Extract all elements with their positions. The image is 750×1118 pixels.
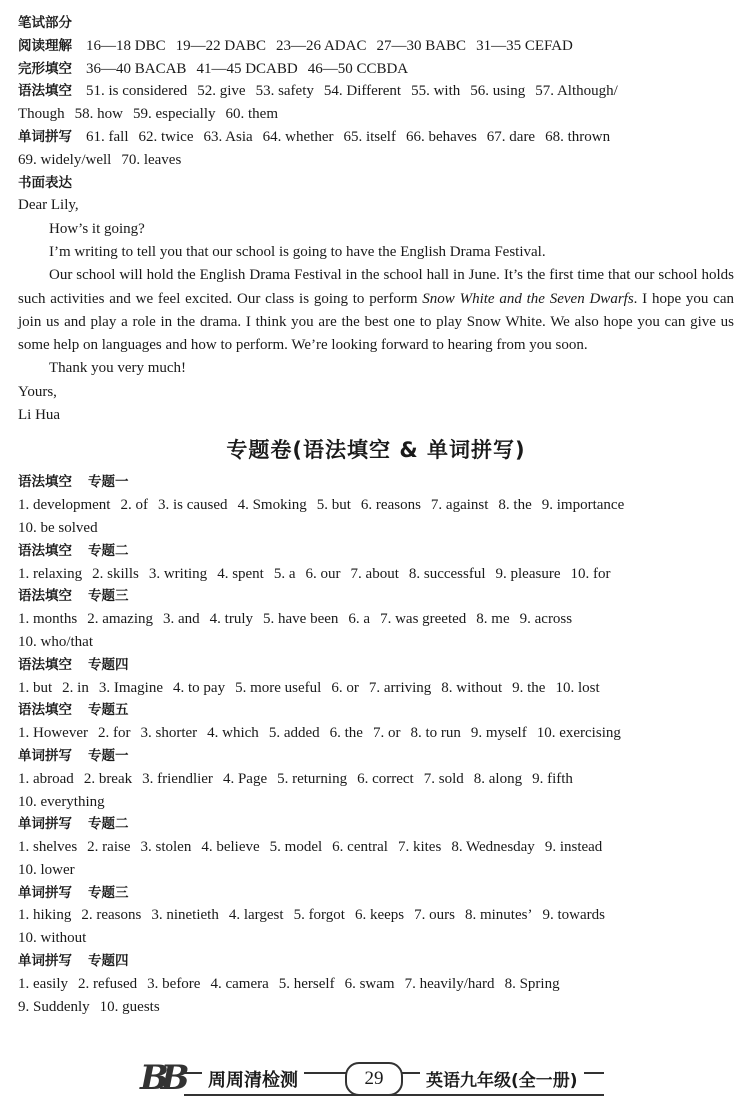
topic-answer: 4. Smoking — [237, 497, 307, 514]
series-name: 周周清检测 — [202, 1066, 304, 1092]
topic-answer: 1. However — [18, 725, 88, 742]
spelling-answer: 70. leaves — [121, 151, 182, 168]
topic-heading — [18, 745, 734, 768]
letter-p3-end: . I hope you can join us and play a role in the drama. I think you are the best one to play Snow White. We also hope you can give us some help on languages and how to perform. We’re looking forward to hearing from you soon. — [18, 290, 734, 354]
sample-letter — [18, 194, 734, 427]
topic-answer: 7. or — [372, 725, 401, 742]
spelling-answer: 65. itself — [343, 128, 396, 145]
topic-answer: 4. believe — [201, 839, 260, 856]
reading-answer: 27—30 BABC — [376, 37, 467, 54]
topic-answer: 10. exercising — [536, 725, 621, 742]
topic-answer-line — [18, 836, 734, 859]
topic-answer: 5. but — [316, 497, 351, 514]
topic-answer: 2. amazing — [87, 611, 153, 628]
letter-paragraph-4: Thank you very much! — [49, 360, 187, 377]
topic-answer: 2. raise — [87, 839, 131, 856]
topic-answer: 8. Wednesday — [451, 839, 535, 856]
topic-category: 单词拼写 — [18, 747, 72, 764]
topic-heading — [18, 471, 734, 494]
written-section-title: 笔试部分 — [18, 15, 72, 31]
spelling-label: 单词拼写 — [18, 128, 72, 145]
grammar-answer: Though — [18, 106, 65, 123]
topic-number: 专题一 — [88, 474, 129, 491]
reading-answer: 23—26 ADAC — [276, 37, 367, 54]
topic-answer: 9. pleasure — [495, 565, 561, 582]
topic-answer: 3. before — [147, 975, 201, 992]
letter-paragraph-2: I’m writing to tell you that our school is going to have the English Drama Festival. — [49, 243, 546, 260]
topic-answer: 3. Imagine — [98, 679, 163, 696]
cloze-answer: 36—40 BACAB — [86, 60, 187, 77]
topic-answer: 6. reasons — [360, 497, 421, 514]
topic-answer: 4. largest — [228, 907, 284, 924]
topic-number: 专题三 — [88, 588, 129, 605]
spelling-answer: 63. Asia — [203, 128, 253, 145]
topic-answer: 5. a — [273, 565, 296, 582]
spelling-answer: 64. whether — [262, 128, 334, 145]
letter-paragraph-3 — [18, 264, 734, 357]
topic-answer: 9. importance — [541, 497, 625, 514]
grammar-answer: 60. them — [225, 106, 278, 123]
topic-heading — [18, 950, 734, 973]
writing-label: 书面表达 — [18, 174, 72, 191]
topic-answer: 1. development — [18, 497, 111, 514]
topic-answer-line — [18, 904, 734, 927]
topic-category: 语法填空 — [18, 588, 72, 605]
topic-answer: 4. camera — [210, 975, 269, 992]
topic-number: 专题二 — [88, 816, 129, 833]
topic-answer: 7. kites — [397, 839, 442, 856]
topic-answer: 2. refused — [78, 975, 138, 992]
topic-answer: 10. lost — [555, 679, 600, 696]
reading-answer: 19—22 DABC — [175, 37, 267, 54]
topic-answer: 8. the — [498, 497, 532, 514]
topic-category: 语法填空 — [18, 656, 72, 673]
topic-answer: 9. fifth — [532, 770, 573, 787]
reading-answer: 31—35 CEFAD — [476, 37, 573, 54]
topic-category: 单词拼写 — [18, 953, 72, 970]
topic-answer: 3. stolen — [140, 839, 192, 856]
topic-answer: 3. is caused — [157, 497, 228, 514]
topic-answer: 5. forgot — [293, 907, 345, 924]
topic-answer: 5. have been — [263, 611, 339, 628]
topic-answer-line — [18, 996, 734, 1019]
topic-answer: 2. of — [120, 497, 148, 514]
topic-answer: 5. more useful — [235, 679, 322, 696]
topic-answer: 1. abroad — [18, 770, 74, 787]
topic-answer: 9. the — [512, 679, 546, 696]
grammar-answer: 54. Different — [323, 83, 402, 100]
letter-closing: Yours, — [18, 383, 57, 400]
grammar-answer: 58. how — [74, 106, 124, 123]
topic-answer: 6. swam — [344, 975, 395, 992]
topic-answer: 7. sold — [423, 770, 464, 787]
topic-heading — [18, 585, 734, 608]
topic-answer-line — [18, 677, 734, 700]
topic-answer: 7. against — [430, 497, 489, 514]
topic-answer: 1. months — [18, 611, 78, 628]
topic-answer-line — [18, 722, 734, 745]
topic-number: 专题五 — [88, 702, 129, 719]
topic-heading — [18, 654, 734, 677]
topic-answer: 6. the — [329, 725, 363, 742]
spelling-answers — [18, 126, 734, 149]
topic-answer: 7. was greeted — [380, 611, 467, 628]
topic-heading — [18, 699, 734, 722]
spelling-answer: 68. thrown — [545, 128, 611, 145]
topic-answer: 8. without — [441, 679, 503, 696]
topic-answer: 4. which — [207, 725, 259, 742]
topic-answer-line — [18, 973, 734, 996]
topic-answer: 8. minutes’ — [464, 907, 533, 924]
topic-answer: 3. writing — [148, 565, 208, 582]
topic-answer: 2. skills — [92, 565, 139, 582]
grammar-answers — [18, 80, 734, 103]
topic-answer: 7. heavily/hard — [404, 975, 495, 992]
topic-answer: 8. successful — [408, 565, 486, 582]
topic-category: 语法填空 — [18, 474, 72, 491]
grammar-answer: 59. especially — [133, 106, 216, 123]
spelling-answer: 67. dare — [486, 128, 536, 145]
topic-answer: 2. reasons — [81, 907, 142, 924]
grammar-answer: 52. give — [197, 83, 246, 100]
page-footer — [140, 1058, 610, 1098]
topic-answer: 1. relaxing — [18, 565, 83, 582]
topic-answer: 2. for — [97, 725, 131, 742]
topic-answer: 5. herself — [278, 975, 335, 992]
topic-answer: 8. Spring — [504, 975, 560, 992]
special-groups — [18, 471, 734, 1018]
topic-number: 专题二 — [88, 542, 129, 559]
topic-answer: 6. a — [348, 611, 371, 628]
topic-answer: 9. myself — [470, 725, 527, 742]
topic-answer-line — [18, 859, 734, 882]
topic-heading — [18, 813, 734, 836]
topic-answer: 1. easily — [18, 975, 68, 992]
topic-answer: 6. correct — [357, 770, 414, 787]
book-title: 英语九年级(全一册) — [420, 1066, 584, 1091]
topic-answer-line — [18, 494, 734, 517]
topic-answer: 8. along — [473, 770, 523, 787]
letter-p3-start: Our school will hold the English Drama Festival in the school hall in June. It’s the first time that our school holds such activities and we feel excited. Our class is going to perform — [18, 267, 734, 307]
topic-heading — [18, 540, 734, 563]
letter-paragraph-1: How’s it going? — [49, 220, 145, 237]
letter-signature: Li Hua — [18, 407, 61, 424]
topic-answer: 1. shelves — [18, 839, 78, 856]
topic-answer: 4. to pay — [173, 679, 226, 696]
cloze-answers — [18, 58, 734, 81]
spelling-answer: 66. behaves — [405, 128, 477, 145]
topic-answer: 2. break — [83, 770, 133, 787]
reading-answer: 16—18 DBC — [86, 37, 166, 54]
topic-answer: 6. keeps — [354, 907, 405, 924]
topic-answer: 6. central — [332, 839, 388, 856]
topic-answer: 7. arriving — [368, 679, 432, 696]
topic-answer: 8. to run — [410, 725, 461, 742]
topic-answer: 10. for — [570, 565, 611, 582]
grammar-answer: 53. safety — [255, 83, 314, 100]
topic-answer-line — [18, 563, 734, 586]
topic-answer-line — [18, 768, 734, 791]
drama-title: Snow White and the Seven Dwarfs — [422, 290, 634, 307]
grammar-answer: 51. is considered — [86, 83, 188, 100]
spelling-answer: 69. widely/well — [18, 151, 112, 168]
cloze-answer: 41—45 DCABD — [196, 60, 298, 77]
topic-number: 专题四 — [88, 656, 129, 673]
topic-category: 语法填空 — [18, 702, 72, 719]
topic-answer: 10. guests — [99, 998, 160, 1015]
topic-answer-line — [18, 791, 734, 814]
page-number: 29 — [345, 1062, 403, 1096]
topic-category: 单词拼写 — [18, 884, 72, 901]
grammar-answer: 56. using — [470, 83, 526, 100]
topic-number: 专题三 — [88, 884, 129, 901]
spelling-answer: 61. fall — [86, 128, 129, 145]
topic-answer: 9. instead — [544, 839, 603, 856]
topic-answer: 8. me — [476, 611, 510, 628]
topic-answer: 9. Suddenly — [18, 998, 90, 1015]
topic-number: 专题四 — [88, 953, 129, 970]
topic-answer: 6. our — [305, 565, 341, 582]
topic-answer: 10. without — [18, 930, 87, 947]
topic-answer: 3. shorter — [140, 725, 198, 742]
series-logo: BB — [140, 1058, 182, 1098]
grammar-answer: 55. with — [411, 83, 461, 100]
letter-greeting: Dear Lily, — [18, 197, 79, 214]
topic-answer: 10. everything — [18, 793, 105, 810]
topic-answer: 9. towards — [542, 907, 605, 924]
topic-answer: 10. who/that — [18, 633, 93, 650]
topic-answer: 7. ours — [414, 907, 455, 924]
answer-page — [18, 12, 734, 1018]
topic-answer-line — [18, 631, 734, 654]
topic-answer-line — [18, 608, 734, 631]
topic-number: 专题一 — [88, 747, 129, 764]
topic-answer: 4. Page — [222, 770, 268, 787]
topic-answer: 6. or — [331, 679, 359, 696]
topic-answer: 10. be solved — [18, 519, 98, 536]
topic-answer: 5. added — [268, 725, 320, 742]
topic-answer: 10. lower — [18, 861, 75, 878]
topic-category: 语法填空 — [18, 542, 72, 559]
topic-answer-line — [18, 927, 734, 950]
topic-answer: 2. in — [62, 679, 89, 696]
topic-heading — [18, 882, 734, 905]
topic-answer: 1. hiking — [18, 907, 72, 924]
cloze-answer: 46—50 CCBDA — [307, 60, 409, 77]
grammar-answer: 57. Although/ — [535, 83, 618, 100]
topic-answer: 3. ninetieth — [151, 907, 219, 924]
topic-answer: 3. friendlier — [142, 770, 213, 787]
grammar-answers-cont — [18, 103, 734, 126]
reading-label: 阅读理解 — [18, 37, 72, 54]
spelling-answer: 62. twice — [138, 128, 194, 145]
special-section-title: 专题卷(语法填空 & 单词拼写) — [226, 438, 526, 463]
spelling-answers-cont — [18, 149, 734, 172]
topic-answer: 9. across — [519, 611, 573, 628]
topic-answer: 4. truly — [209, 611, 254, 628]
reading-answers — [18, 35, 734, 58]
topic-answer: 7. about — [350, 565, 399, 582]
topic-answer: 4. spent — [217, 565, 264, 582]
topic-answer: 3. and — [163, 611, 200, 628]
topic-answer-line — [18, 517, 734, 540]
topic-answer: 5. returning — [277, 770, 348, 787]
topic-category: 单词拼写 — [18, 816, 72, 833]
topic-answer: 5. model — [269, 839, 323, 856]
cloze-label: 完形填空 — [18, 60, 72, 77]
topic-answer: 1. but — [18, 679, 53, 696]
grammar-label: 语法填空 — [18, 83, 72, 100]
